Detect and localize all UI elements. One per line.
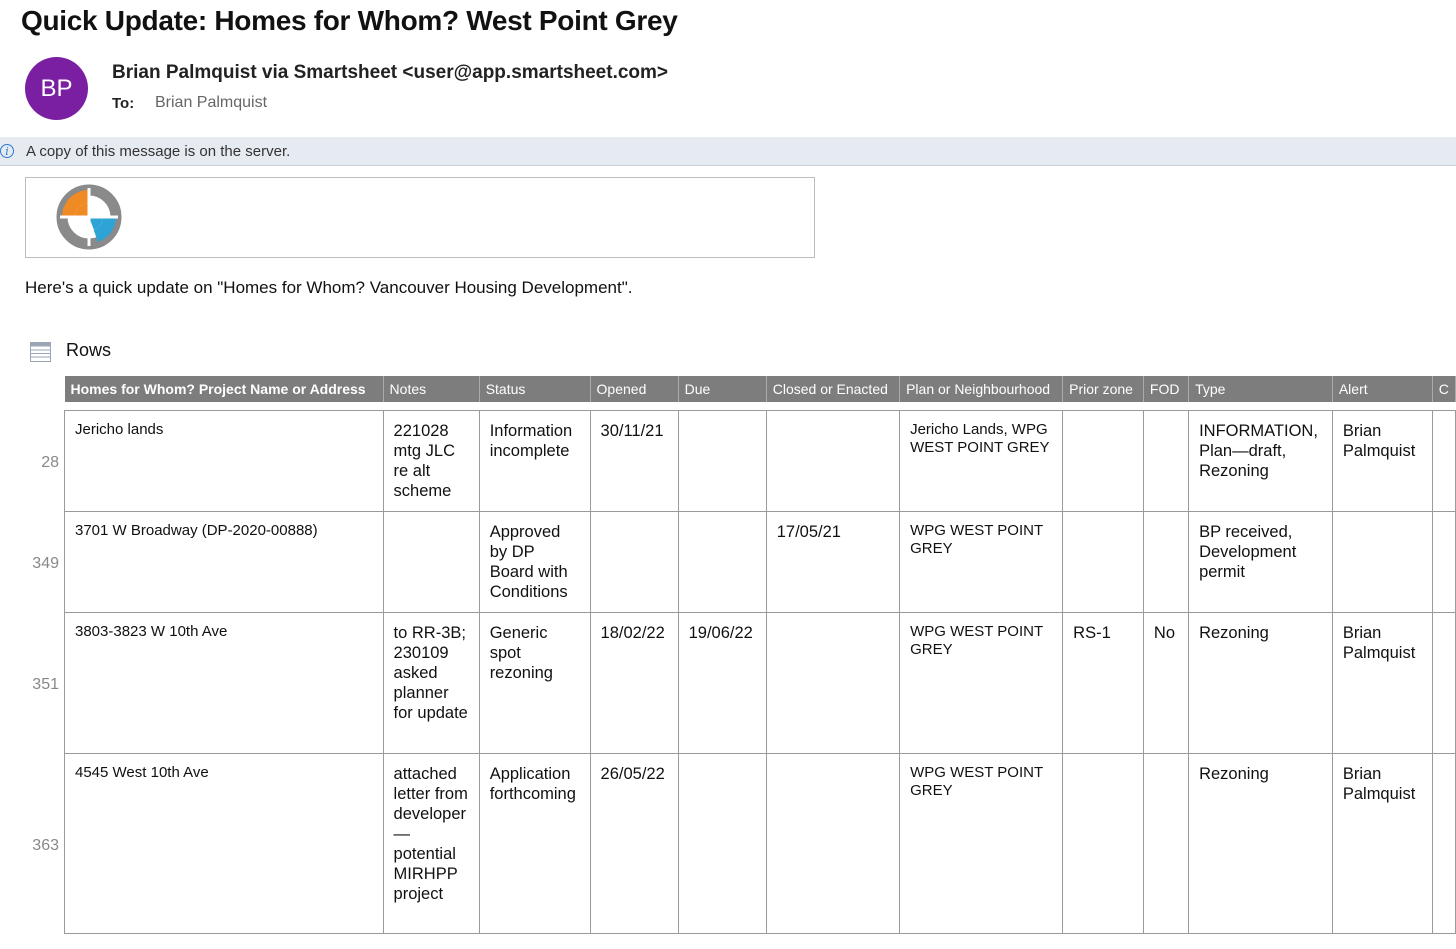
- cell-type[interactable]: INFORMATION, Plan—draft, Rezoning: [1189, 411, 1333, 512]
- cell-prior-zone[interactable]: [1063, 754, 1144, 934]
- email-subject: Quick Update: Homes for Whom? West Point Grey: [21, 5, 678, 36]
- cell-type[interactable]: Rezoning: [1189, 613, 1333, 754]
- cell-notes[interactable]: attached letter from developer — potential MIRHPP project: [383, 754, 479, 934]
- row-number: 28: [41, 454, 59, 471]
- cell-notes[interactable]: to RR-3B; 230109 asked planner for update: [383, 613, 479, 754]
- cell-opened[interactable]: 30/11/21: [590, 411, 678, 512]
- rows-list-icon: [30, 342, 51, 362]
- cell-fod[interactable]: No: [1143, 613, 1188, 754]
- column-header-notes: Notes: [383, 376, 479, 402]
- recipient-name[interactable]: Brian Palmquist: [155, 94, 268, 111]
- cell-status[interactable]: Approved by DP Board with Conditions: [479, 512, 590, 613]
- cell-project-name[interactable]: Jericho lands: [65, 411, 384, 512]
- column-header-type: Type: [1189, 376, 1333, 402]
- cell-plan[interactable]: WPG WEST POINT GREY: [900, 613, 1063, 754]
- cell-extra[interactable]: [1432, 754, 1455, 934]
- cell-type[interactable]: BP received, Development permit: [1189, 512, 1333, 613]
- sheet-table-container: [64, 376, 1456, 934]
- cell-project-name[interactable]: 3701 W Broadway (DP-2020-00888): [65, 512, 384, 613]
- cell-status[interactable]: Application forthcoming: [479, 754, 590, 934]
- infobar-text: A copy of this message is on the server.: [26, 142, 291, 160]
- table-header-row: [65, 376, 1456, 402]
- row-number: 363: [32, 837, 59, 854]
- cell-opened[interactable]: 26/05/22: [590, 754, 678, 934]
- column-header-alert: Alert: [1332, 376, 1432, 402]
- cell-type[interactable]: Rezoning: [1189, 754, 1333, 934]
- cell-notes[interactable]: [383, 512, 479, 613]
- cell-alert[interactable]: [1332, 512, 1432, 613]
- server-copy-infobar: [0, 137, 1456, 166]
- info-icon: i: [0, 144, 14, 158]
- cell-project-name[interactable]: 4545 West 10th Ave: [65, 754, 384, 934]
- cell-extra[interactable]: [1432, 411, 1455, 512]
- cell-prior-zone[interactable]: [1063, 411, 1144, 512]
- cell-closed[interactable]: [766, 754, 899, 934]
- cell-plan[interactable]: WPG WEST POINT GREY: [900, 754, 1063, 934]
- table-row[interactable]: [65, 754, 1456, 934]
- cell-alert[interactable]: Brian Palmquist: [1332, 411, 1432, 512]
- cell-plan[interactable]: WPG WEST POINT GREY: [900, 512, 1063, 613]
- cell-opened[interactable]: [590, 512, 678, 613]
- sender-avatar: BP: [25, 57, 88, 120]
- row-number: 349: [32, 555, 59, 572]
- column-header-prior-zone: Prior zone: [1063, 376, 1144, 402]
- cell-extra[interactable]: [1432, 613, 1455, 754]
- rows-section-title: Rows: [66, 340, 112, 360]
- column-header-plan: Plan or Neighbourhood: [900, 376, 1063, 402]
- cell-closed[interactable]: [766, 613, 899, 754]
- column-header-extra: C: [1432, 376, 1455, 402]
- cell-status[interactable]: Generic spot rezoning: [479, 613, 590, 754]
- table-row[interactable]: [65, 512, 1456, 613]
- cell-notes[interactable]: 221028 mtg JLC re alt scheme: [383, 411, 479, 512]
- column-header-status: Status: [479, 376, 590, 402]
- cell-project-name[interactable]: 3803-3823 W 10th Ave: [65, 613, 384, 754]
- smartsheet-logo-banner: [25, 177, 815, 258]
- column-header-due: Due: [678, 376, 766, 402]
- cell-due[interactable]: [678, 754, 766, 934]
- cell-fod[interactable]: [1143, 411, 1188, 512]
- cell-alert[interactable]: Brian Palmquist: [1332, 754, 1432, 934]
- cell-prior-zone[interactable]: RS-1: [1063, 613, 1144, 754]
- smartsheet-logo-icon: [54, 182, 124, 252]
- cell-fod[interactable]: [1143, 512, 1188, 613]
- cell-due[interactable]: [678, 512, 766, 613]
- cell-due[interactable]: [678, 411, 766, 512]
- cell-due[interactable]: 19/06/22: [678, 613, 766, 754]
- cell-closed[interactable]: [766, 411, 899, 512]
- cell-closed[interactable]: 17/05/21: [766, 512, 899, 613]
- cell-opened[interactable]: 18/02/22: [590, 613, 678, 754]
- cell-plan[interactable]: Jericho Lands, WPG WEST POINT GREY: [900, 411, 1063, 512]
- column-header-fod: FOD: [1143, 376, 1188, 402]
- sender-address[interactable]: Brian Palmquist via Smartsheet <user@app.smartsheet.com>: [112, 62, 669, 83]
- column-header-project-name: Homes for Whom? Project Name or Address: [65, 376, 384, 402]
- intro-text: Here's a quick update on "Homes for Whom? Vancouver Housing Development".: [25, 278, 633, 297]
- cell-status[interactable]: Information incomplete: [479, 411, 590, 512]
- cell-extra[interactable]: [1432, 512, 1455, 613]
- row-number: 351: [32, 676, 59, 693]
- table-row[interactable]: [65, 411, 1456, 512]
- rows-table: [64, 376, 1456, 934]
- cell-alert[interactable]: Brian Palmquist: [1332, 613, 1432, 754]
- cell-prior-zone[interactable]: [1063, 512, 1144, 613]
- column-header-closed: Closed or Enacted: [766, 376, 899, 402]
- to-label: To:: [112, 95, 135, 112]
- cell-fod[interactable]: [1143, 754, 1188, 934]
- table-row[interactable]: [65, 613, 1456, 754]
- column-header-opened: Opened: [590, 376, 678, 402]
